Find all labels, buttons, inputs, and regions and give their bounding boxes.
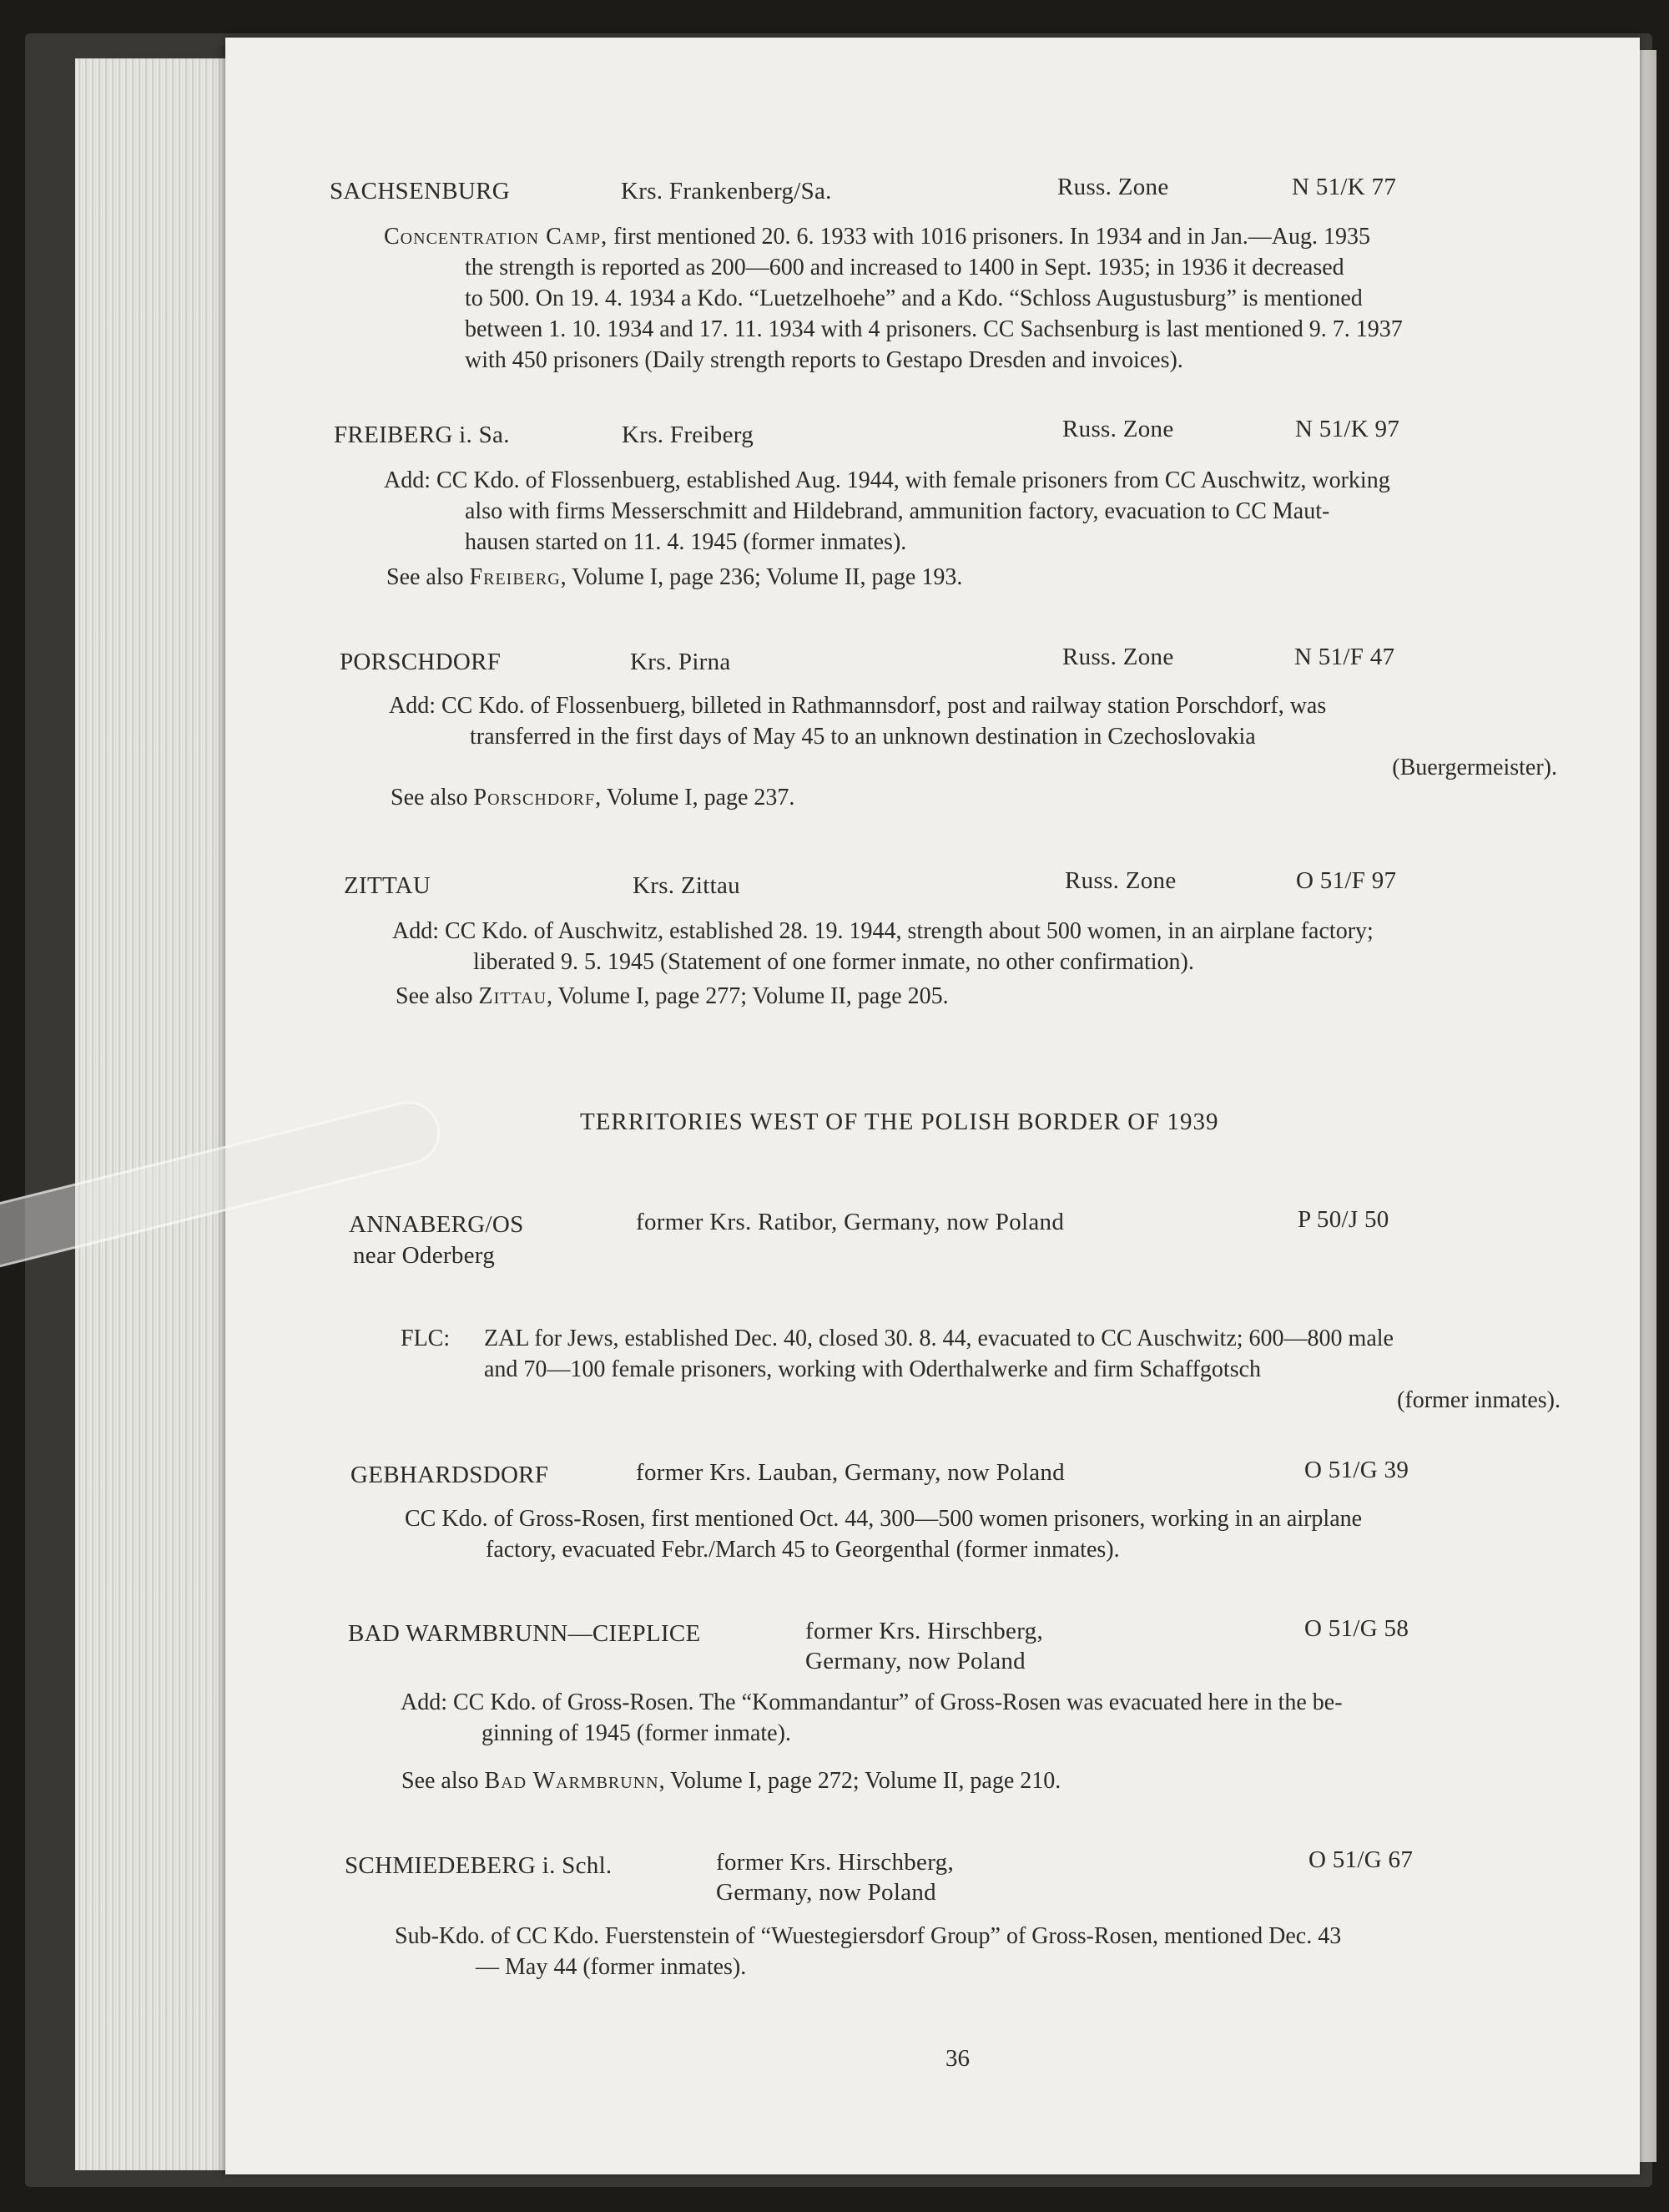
- entry-name: SACHSENBURG: [330, 178, 511, 205]
- see-also: See also Porschdorf, Volume I, page 237.: [391, 785, 795, 811]
- entry-body: Concentration Camp, first mentioned 20. 6. 1933 with 1016 prisoners. In 1934 and in Jan.—Aug. 1935 the strength is reported as 200—600 and increased to 1400 in Sept. 1935; in 1936 it decreased to 500. On 19. 4. 1934 a Kdo. “Luetzelhoehe” and a Kdo. “Schloss Augustusburg” is mentioned between 1. 10. 1934 and 17. 11. 1934 with 4 prisoners. CC Sachsenburg is last mentioned 9. 7. 1937 with 450 prisoners (Daily strength reports to Gestapo Dresden and invoices).: [384, 224, 1403, 373]
- entry-district: Krs. Freiberg: [622, 422, 754, 448]
- entry-location-2: Germany, now Poland: [716, 1879, 936, 1906]
- entry-grid: O 51/F 97: [1296, 867, 1397, 894]
- section-title: TERRITORIES WEST OF THE POLISH BORDER OF 1939: [580, 1109, 1219, 1135]
- entry-location: former Krs. Lauban, Germany, now Poland: [636, 1459, 1065, 1486]
- entry-location-2: Germany, now Poland: [805, 1648, 1026, 1674]
- entry-grid: N 51/K 77: [1292, 174, 1397, 200]
- entry-body: Sub-Kdo. of CC Kdo. Fuerstenstein of “Wuestegiersdorf Group” of Gross-Rosen, mentioned Dec. 43 — May 44 (former inmates).: [395, 1923, 1342, 1980]
- entry-grid: O 51/G 39: [1304, 1457, 1409, 1483]
- entry-name: GEBHARDSDORF: [350, 1462, 549, 1488]
- entry-location: former Krs. Hirschberg,: [805, 1618, 1044, 1644]
- entry-body: Add: CC Kdo. of Gross-Rosen. The “Kommandantur” of Gross-Rosen was evacuated here in the be- ginning of 1945 (former inmate).: [401, 1689, 1343, 1746]
- entry-grid: P 50/J 50: [1298, 1206, 1389, 1233]
- entry-zone: Russ. Zone: [1062, 416, 1174, 442]
- entry-name: ZITTAU: [344, 872, 431, 899]
- entry-zone: Russ. Zone: [1065, 867, 1177, 894]
- see-also: See also Zittau, Volume I, page 277; Volume II, page 205.: [396, 983, 949, 1009]
- book-page: [225, 38, 1640, 2174]
- entry-location: former Krs. Hirschberg,: [716, 1849, 955, 1876]
- entry-district: Krs. Frankenberg/Sa.: [621, 178, 832, 205]
- entry-name: ANNABERG/OS: [349, 1211, 524, 1238]
- entry-body: ZAL for Jews, established Dec. 40, closed 30. 8. 44, evacuated to CC Auschwitz; 600—800 male and 70—100 female prisoners, working with Oderthalwerke and firm Schaffgotsch (former inmates).: [484, 1326, 1561, 1413]
- entry-district: Krs. Pirna: [630, 649, 731, 675]
- entry-district: Krs. Zittau: [633, 872, 740, 899]
- entry-location: former Krs. Ratibor, Germany, now Poland: [636, 1209, 1065, 1235]
- entry-name: PORSCHDORF: [340, 649, 502, 675]
- entry-grid: N 51/K 97: [1295, 416, 1400, 442]
- entry-grid: O 51/G 67: [1308, 1846, 1414, 1873]
- entry-name-sub: near Oderberg: [353, 1242, 496, 1269]
- page-number: 36: [945, 2045, 970, 2072]
- entry-label: FLC:: [401, 1326, 451, 1351]
- entry-body: CC Kdo. of Gross-Rosen, first mentioned Oct. 44, 300—500 women prisoners, working in an airplane factory, evacuated Febr./March 45 to Georgenthal (former inmates).: [405, 1506, 1363, 1563]
- entry-name: SCHMIEDEBERG i. Schl.: [345, 1852, 613, 1879]
- entry-body: Add: CC Kdo. of Auschwitz, established 28. 19. 1944, strength about 500 women, in an airplane factory; liberated 9. 5. 1945 (Statement of one former inmate, no other confirmation).: [392, 918, 1374, 975]
- entry-zone: Russ. Zone: [1057, 174, 1169, 200]
- entry-name: FREIBERG i. Sa.: [334, 422, 510, 448]
- entry-body: Add: CC Kdo. of Flossenbuerg, billeted in Rathmannsdorf, post and railway station Porschdorf, was transferred in the first days of May 45 to an unknown destination in Czechoslovakia (Buergermeister).: [389, 693, 1557, 780]
- entry-name: BAD WARMBRUNN—CIEPLICE: [348, 1620, 701, 1647]
- see-also: See also Bad Warmbrunn, Volume I, page 272; Volume II, page 210.: [401, 1768, 1061, 1794]
- page-edges: [75, 58, 235, 2170]
- entry-grid: O 51/G 58: [1304, 1615, 1409, 1642]
- entry-zone: Russ. Zone: [1062, 644, 1174, 670]
- entry-body: Add: CC Kdo. of Flossenbuerg, established Aug. 1944, with female prisoners from CC Auschwitz, working also with firms Messerschmitt and Hildebrand, ammunition factory, evacuation to CC Maut- hausen started on 11. 4. 1945 (former inmates).: [384, 467, 1390, 555]
- entry-grid: N 51/F 47: [1294, 644, 1395, 670]
- entry-lead: Concentration Camp,: [384, 224, 608, 250]
- see-also: See also Freiberg, Volume I, page 236; Volume II, page 193.: [386, 564, 963, 590]
